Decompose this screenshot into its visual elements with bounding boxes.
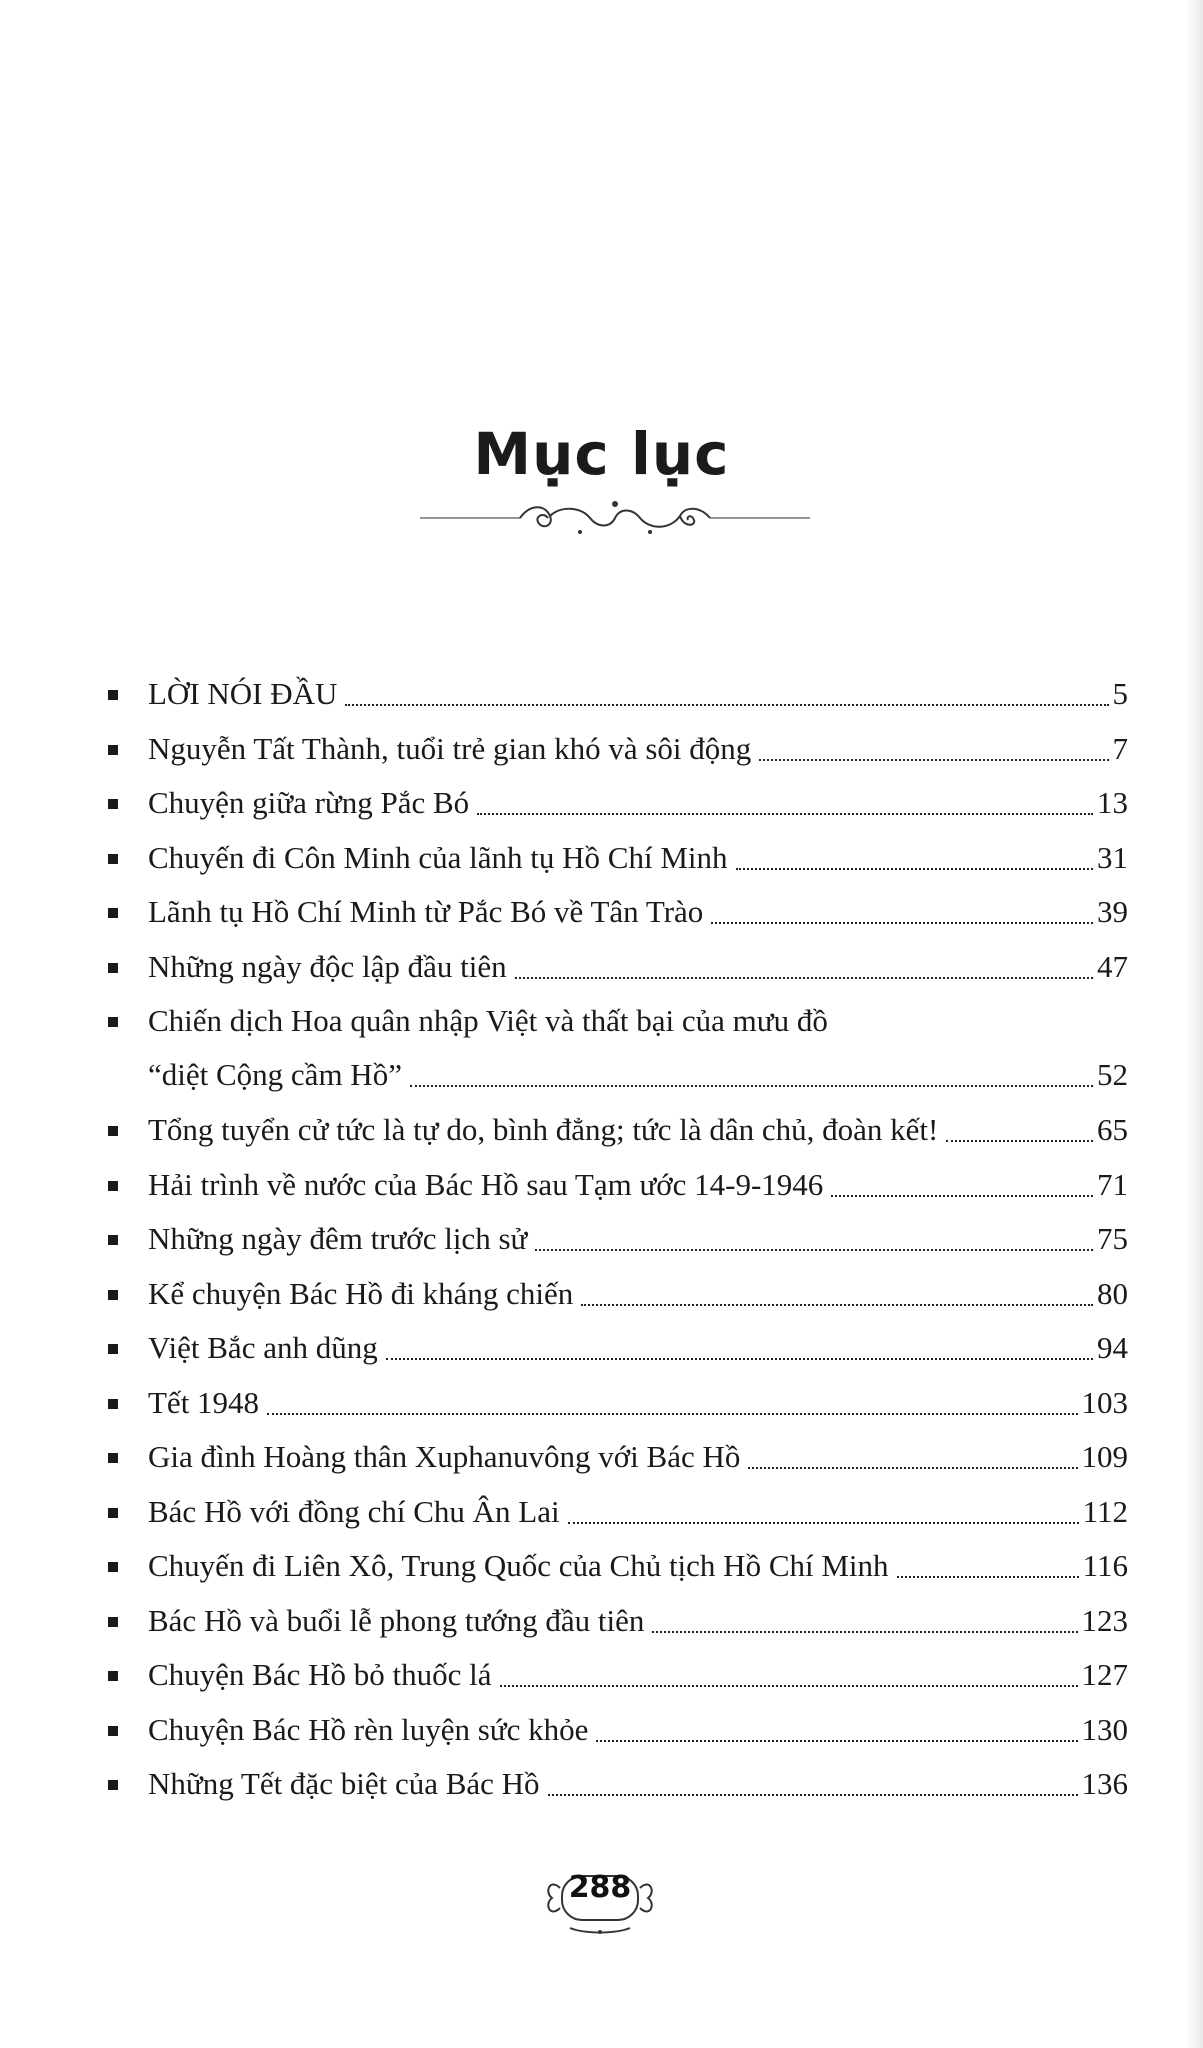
toc-entry-title: Chiến dịch Hoa quân nhập Việt và thất bại của mưu đồ: [148, 1003, 828, 1038]
bullet-icon: [108, 1399, 118, 1409]
toc-entry[interactable]: [108, 1320, 1128, 1375]
toc-entry-title: Việt Bắc anh dũng: [148, 1330, 378, 1365]
toc-entry-page: 7: [1112, 730, 1128, 766]
dot-leader: [515, 977, 1093, 979]
bullet-icon: [108, 1562, 118, 1572]
toc-entry-title: Chuyện Bác Hồ rèn luyện sức khỏe: [148, 1711, 589, 1747]
toc-entry-title-cont: “diệt Cộng cầm Hồ”: [148, 1057, 402, 1092]
toc-entry-title: Gia đình Hoàng thân Xuphanuvông với Bác Hồ: [148, 1439, 741, 1474]
toc-entry[interactable]: [108, 1702, 1128, 1757]
bullet-icon: [108, 1181, 118, 1191]
toc-entry-page: 94: [1097, 1330, 1128, 1365]
title-ornament: [420, 496, 810, 540]
dot-leader: [711, 922, 1093, 924]
dot-leader: [759, 759, 1108, 761]
toc-entry[interactable]: [108, 721, 1128, 776]
toc-entry[interactable]: [108, 1647, 1128, 1702]
toc-entry[interactable]: [108, 1756, 1128, 1811]
bullet-icon: [108, 854, 118, 864]
toc-entry-page: 127: [1081, 1657, 1128, 1692]
toc-entry-title: LỜI NÓI ĐẦU: [148, 676, 338, 711]
toc-entry[interactable]: [108, 884, 1128, 939]
bullet-icon: [108, 1671, 118, 1681]
toc-entry-page: 130: [1081, 1711, 1128, 1747]
bullet-icon: [108, 690, 118, 700]
toc-entry[interactable]: [108, 1429, 1128, 1484]
dot-leader: [946, 1140, 1093, 1142]
toc-entry-title: Những Tết đặc biệt của Bác Hồ: [148, 1766, 540, 1801]
toc-entry-page: 123: [1081, 1602, 1128, 1638]
dot-leader: [535, 1249, 1093, 1251]
toc-entry[interactable]: [108, 1157, 1128, 1212]
toc-entry[interactable]: [108, 830, 1128, 885]
toc-entry-page: 71: [1097, 1166, 1128, 1202]
bullet-icon: [108, 1617, 118, 1627]
toc-entry-title: Hải trình về nước của Bác Hồ sau Tạm ước 14-9-1946: [148, 1166, 824, 1202]
toc-entry-page: 31: [1097, 839, 1128, 875]
toc-entry-page: 136: [1081, 1766, 1128, 1801]
toc-entry-page: 112: [1082, 1493, 1128, 1529]
dot-leader: [736, 868, 1093, 870]
toc-entry-title: Tổng tuyển cử tức là tự do, bình đẳng; tức là dân chủ, đoàn kết!: [148, 1112, 939, 1147]
bullet-icon: [108, 1126, 118, 1136]
bullet-icon: [108, 1017, 118, 1027]
bullet-icon: [108, 745, 118, 755]
bullet-icon: [108, 1726, 118, 1736]
toc-entry[interactable]: [108, 666, 1128, 721]
toc-entry-title: Chuyến đi Liên Xô, Trung Quốc của Chủ tịch Hồ Chí Minh: [148, 1548, 889, 1583]
dot-leader: [748, 1467, 1077, 1469]
toc-entry-title: Bác Hồ với đồng chí Chu Ân Lai: [148, 1493, 560, 1529]
dot-leader: [897, 1576, 1079, 1578]
bullet-icon: [108, 1780, 118, 1790]
dot-leader: [345, 704, 1108, 706]
toc-entry-title: Lãnh tụ Hồ Chí Minh từ Pắc Bó về Tân Trào: [148, 894, 704, 929]
bullet-icon: [108, 1290, 118, 1300]
bullet-icon: [108, 1453, 118, 1463]
toc-entry[interactable]: [108, 1211, 1128, 1266]
toc-entry[interactable]: [108, 1593, 1128, 1648]
toc-entry-title: Những ngày đêm trước lịch sử: [148, 1221, 528, 1256]
bullet-icon: [108, 908, 118, 918]
dot-leader: [548, 1794, 1078, 1796]
toc-entry-page: 103: [1081, 1384, 1128, 1420]
toc-entry-page: 75: [1097, 1221, 1128, 1256]
dot-leader: [568, 1522, 1079, 1524]
dot-leader: [477, 813, 1093, 815]
toc-entry[interactable]: [108, 1266, 1128, 1321]
bullet-icon: [108, 1508, 118, 1518]
toc-entry-page: 47: [1097, 948, 1128, 984]
toc-entry[interactable]: [108, 775, 1128, 830]
toc-entry-page: 80: [1097, 1275, 1128, 1311]
toc-entry[interactable]: [108, 1538, 1128, 1593]
toc-entry[interactable]: [108, 993, 1128, 1102]
dot-leader: [410, 1085, 1093, 1087]
bullet-icon: [108, 1235, 118, 1245]
toc-entry-title: Tết 1948: [148, 1384, 260, 1420]
toc-entry[interactable]: [108, 1484, 1128, 1539]
toc-entry-title: Kể chuyện Bác Hồ đi kháng chiến: [148, 1275, 574, 1311]
toc-entry-page: 5: [1112, 676, 1128, 711]
dot-leader: [500, 1685, 1078, 1687]
table-of-contents: [108, 666, 1128, 1811]
toc-entry[interactable]: [108, 1102, 1128, 1157]
toc-entry-page: 52: [1097, 1057, 1128, 1092]
dot-leader: [831, 1195, 1093, 1197]
toc-entry-page: 65: [1097, 1112, 1128, 1147]
dot-leader: [581, 1304, 1093, 1306]
toc-entry-title: Bác Hồ và buổi lễ phong tướng đầu tiên: [148, 1602, 645, 1638]
page-edge-shadow: [1185, 0, 1203, 2048]
bullet-icon: [108, 799, 118, 809]
toc-entry[interactable]: [108, 939, 1128, 994]
toc-entry-title: Chuyện giữa rừng Pắc Bó: [148, 785, 470, 820]
toc-entry-title: Nguyễn Tất Thành, tuổi trẻ gian khó và sôi động: [148, 730, 752, 766]
dot-leader: [386, 1358, 1093, 1360]
page-number: 288: [568, 1870, 632, 1905]
toc-entry-title: Những ngày độc lập đầu tiên: [148, 948, 507, 984]
toc-entry-title: Chuyện Bác Hồ bỏ thuốc lá: [148, 1657, 492, 1692]
toc-entry-page: 109: [1081, 1439, 1128, 1474]
toc-entry-page: 39: [1097, 894, 1128, 929]
dot-leader: [652, 1631, 1077, 1633]
toc-entry-page: 116: [1082, 1548, 1128, 1583]
dot-leader: [596, 1740, 1077, 1742]
bullet-icon: [108, 1344, 118, 1354]
toc-entry-title: Chuyến đi Côn Minh của lãnh tụ Hồ Chí Minh: [148, 839, 728, 875]
toc-entry-page: 13: [1097, 785, 1128, 820]
page-title: Mục lục: [473, 420, 730, 488]
dot-leader: [267, 1413, 1077, 1415]
bullet-icon: [108, 963, 118, 973]
toc-entry[interactable]: [108, 1375, 1128, 1430]
